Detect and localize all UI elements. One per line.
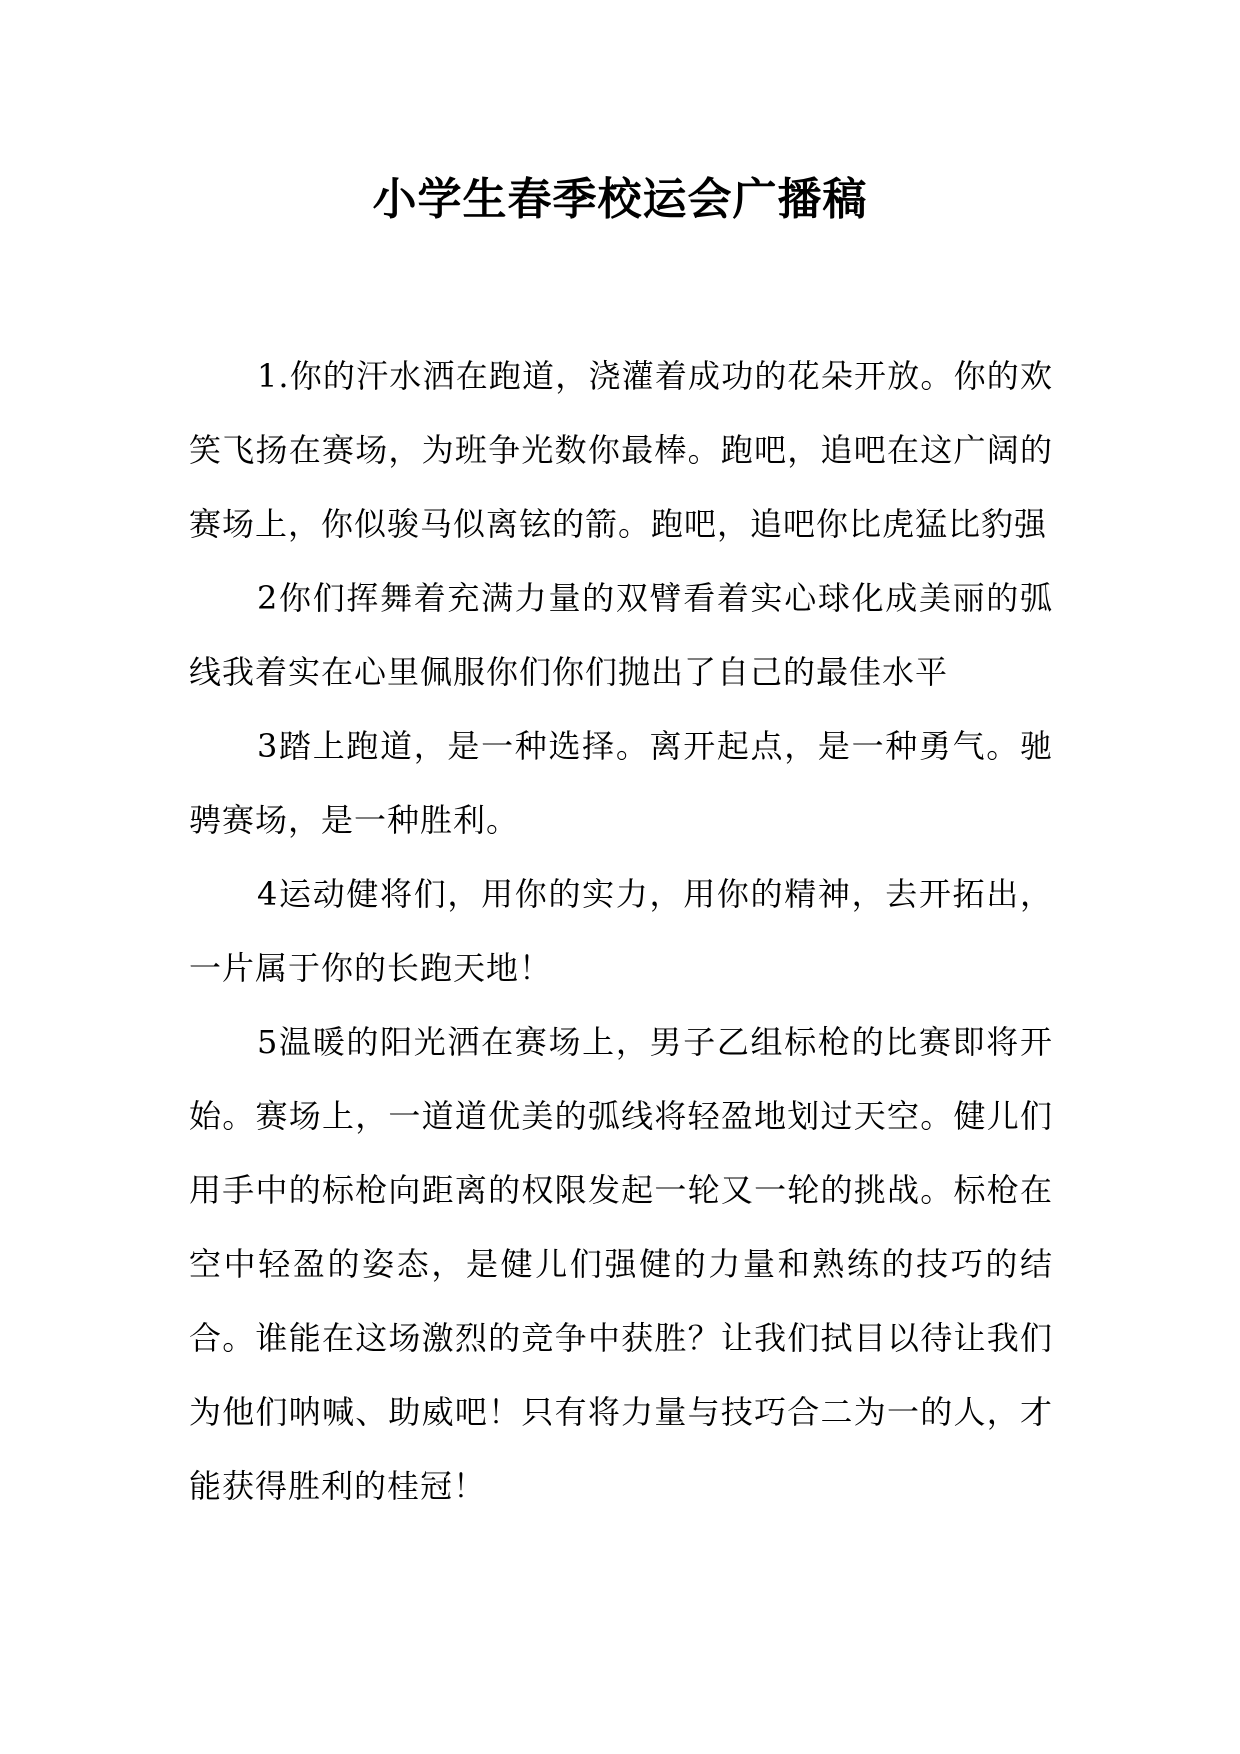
paragraph-5: 5温暖的阳光洒在赛场上，男子乙组标枪的比赛即将开始。赛场上，一道道优美的弧线将轻盈地划过天空。健儿们用手中的标枪向距离的权限发起一轮又一轮的挑战。标枪在空中轻盈的姿态，是健儿们强健的力量和熟练的技巧的结合。谁能在这场激烈的竞争中获胜？让我们拭目以待让我们为他们呐喊、助威吧！只有将力量与技巧合二为一的人，才能获得胜利的桂冠！	[189, 1023, 1053, 1505]
paragraph-1: 1.你的汗水洒在跑道，浇灌着成功的花朵开放。你的欢笑飞扬在赛场，为班争光数你最棒。跑吧，追吧在这广阔的赛场上，你似骏马似离铉的箭。跑吧，追吧你比虎猛比豹强	[189, 357, 1053, 543]
paragraph-2: 2你们挥舞着充满力量的双臂看着实心球化成美丽的弧线我着实在心里佩服你们你们抛出了自己的最佳水平	[189, 579, 1053, 691]
document-title: 小学生春季校运会广播稿	[372, 174, 868, 225]
document-body	[189, 339, 1053, 1523]
paragraph-3: 3踏上跑道，是一种选择。离开起点，是一种勇气。驰骋赛场，是一种胜利。	[189, 727, 1053, 839]
paragraph-4: 4运动健将们，用你的实力，用你的精神，去开拓出，一片属于你的长跑天地！	[189, 875, 1053, 987]
